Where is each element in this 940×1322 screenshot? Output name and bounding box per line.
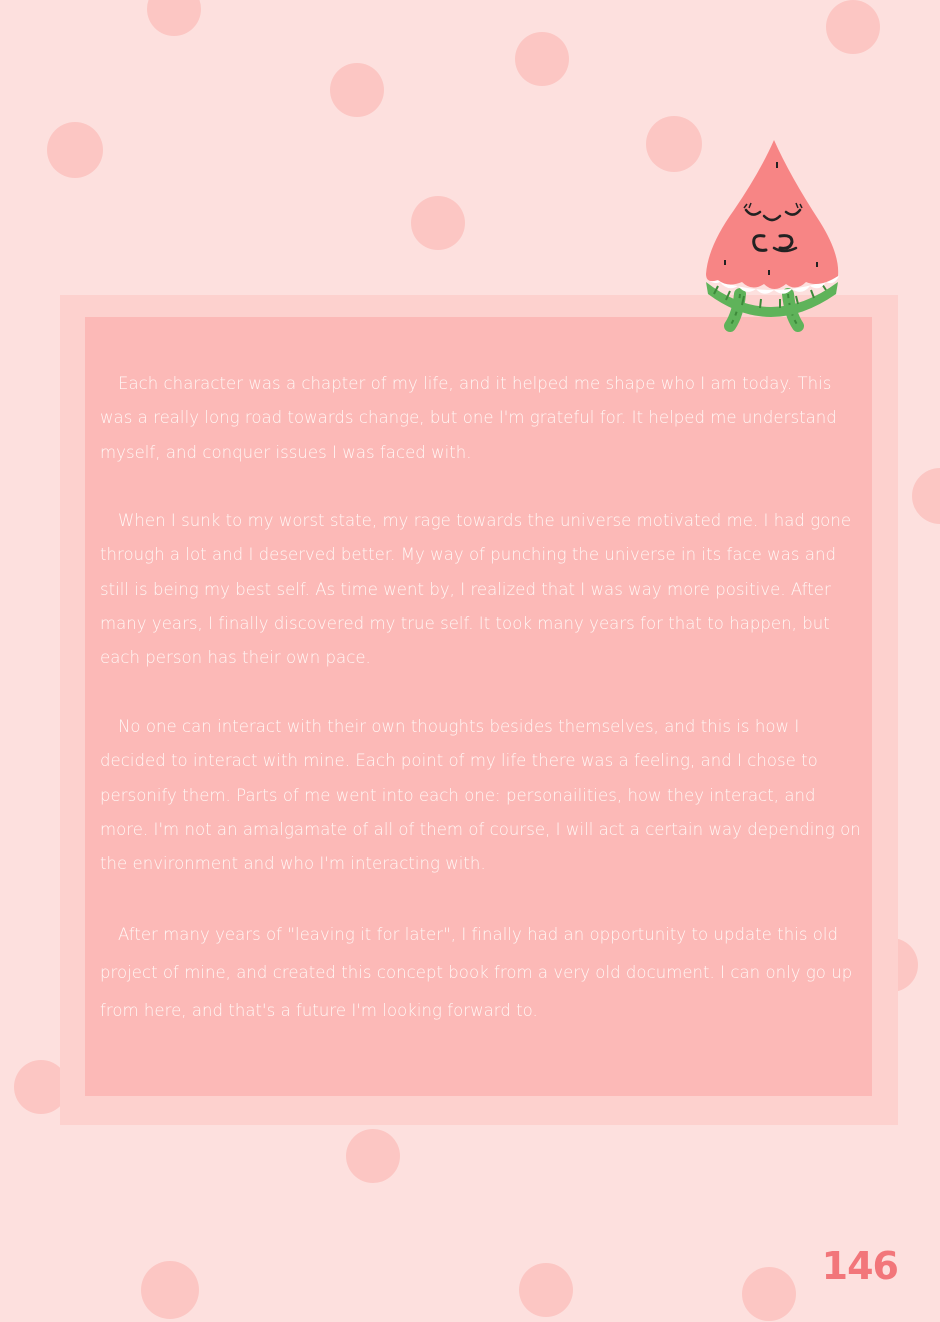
background-dot [141,1261,199,1319]
background-dot [515,32,569,86]
background-dot [519,1263,573,1317]
watermelon-slice-icon [700,136,845,341]
paragraph: When I sunk to my worst state, my rage towards the universe motivated me. I had gone through a lot and I deserved better. My way of punching the universe in its face was and still is being my best self. As time went by, I realized that I was way more positive. After many years, I finally discovered my true self. It took many years for that to happen, but each person has their own pace. [100,511,852,668]
background-dot [47,122,103,178]
background-dot [411,196,465,250]
background-dot [742,1267,796,1321]
background-dot [147,0,201,36]
paragraph: No one can interact with their own thoughts besides themselves, and this is how I decided to interact with mine. Each point of my life there was a feeling, and I chose to personify them. Parts of me went into each one: personailities, how they interact, and more. I'm not an amalgamate of all of them of course, I will act a certain way depending on the environment and who I'm interacting with. [100,716,861,874]
body-text [100,367,868,1064]
background-dot [912,468,940,524]
paragraph: Each character was a chapter of my life, and it helped me shape who I am today. This was a really long road towards change, but one I'm grateful for. It helped me understand myself, and conquer issues I was faced with. [100,374,837,462]
paragraph: After many years of "leaving it for later", I finally had an opportunity to update this old project of mine, and created this concept book from a very old document. I can only go up from here, and that's a future I'm looking forward to. [100,924,853,1020]
page-number: 146 [821,1244,898,1288]
background-dot [330,63,384,117]
background-dot [346,1129,400,1183]
background-dot [826,0,880,54]
background-dot [646,116,702,172]
